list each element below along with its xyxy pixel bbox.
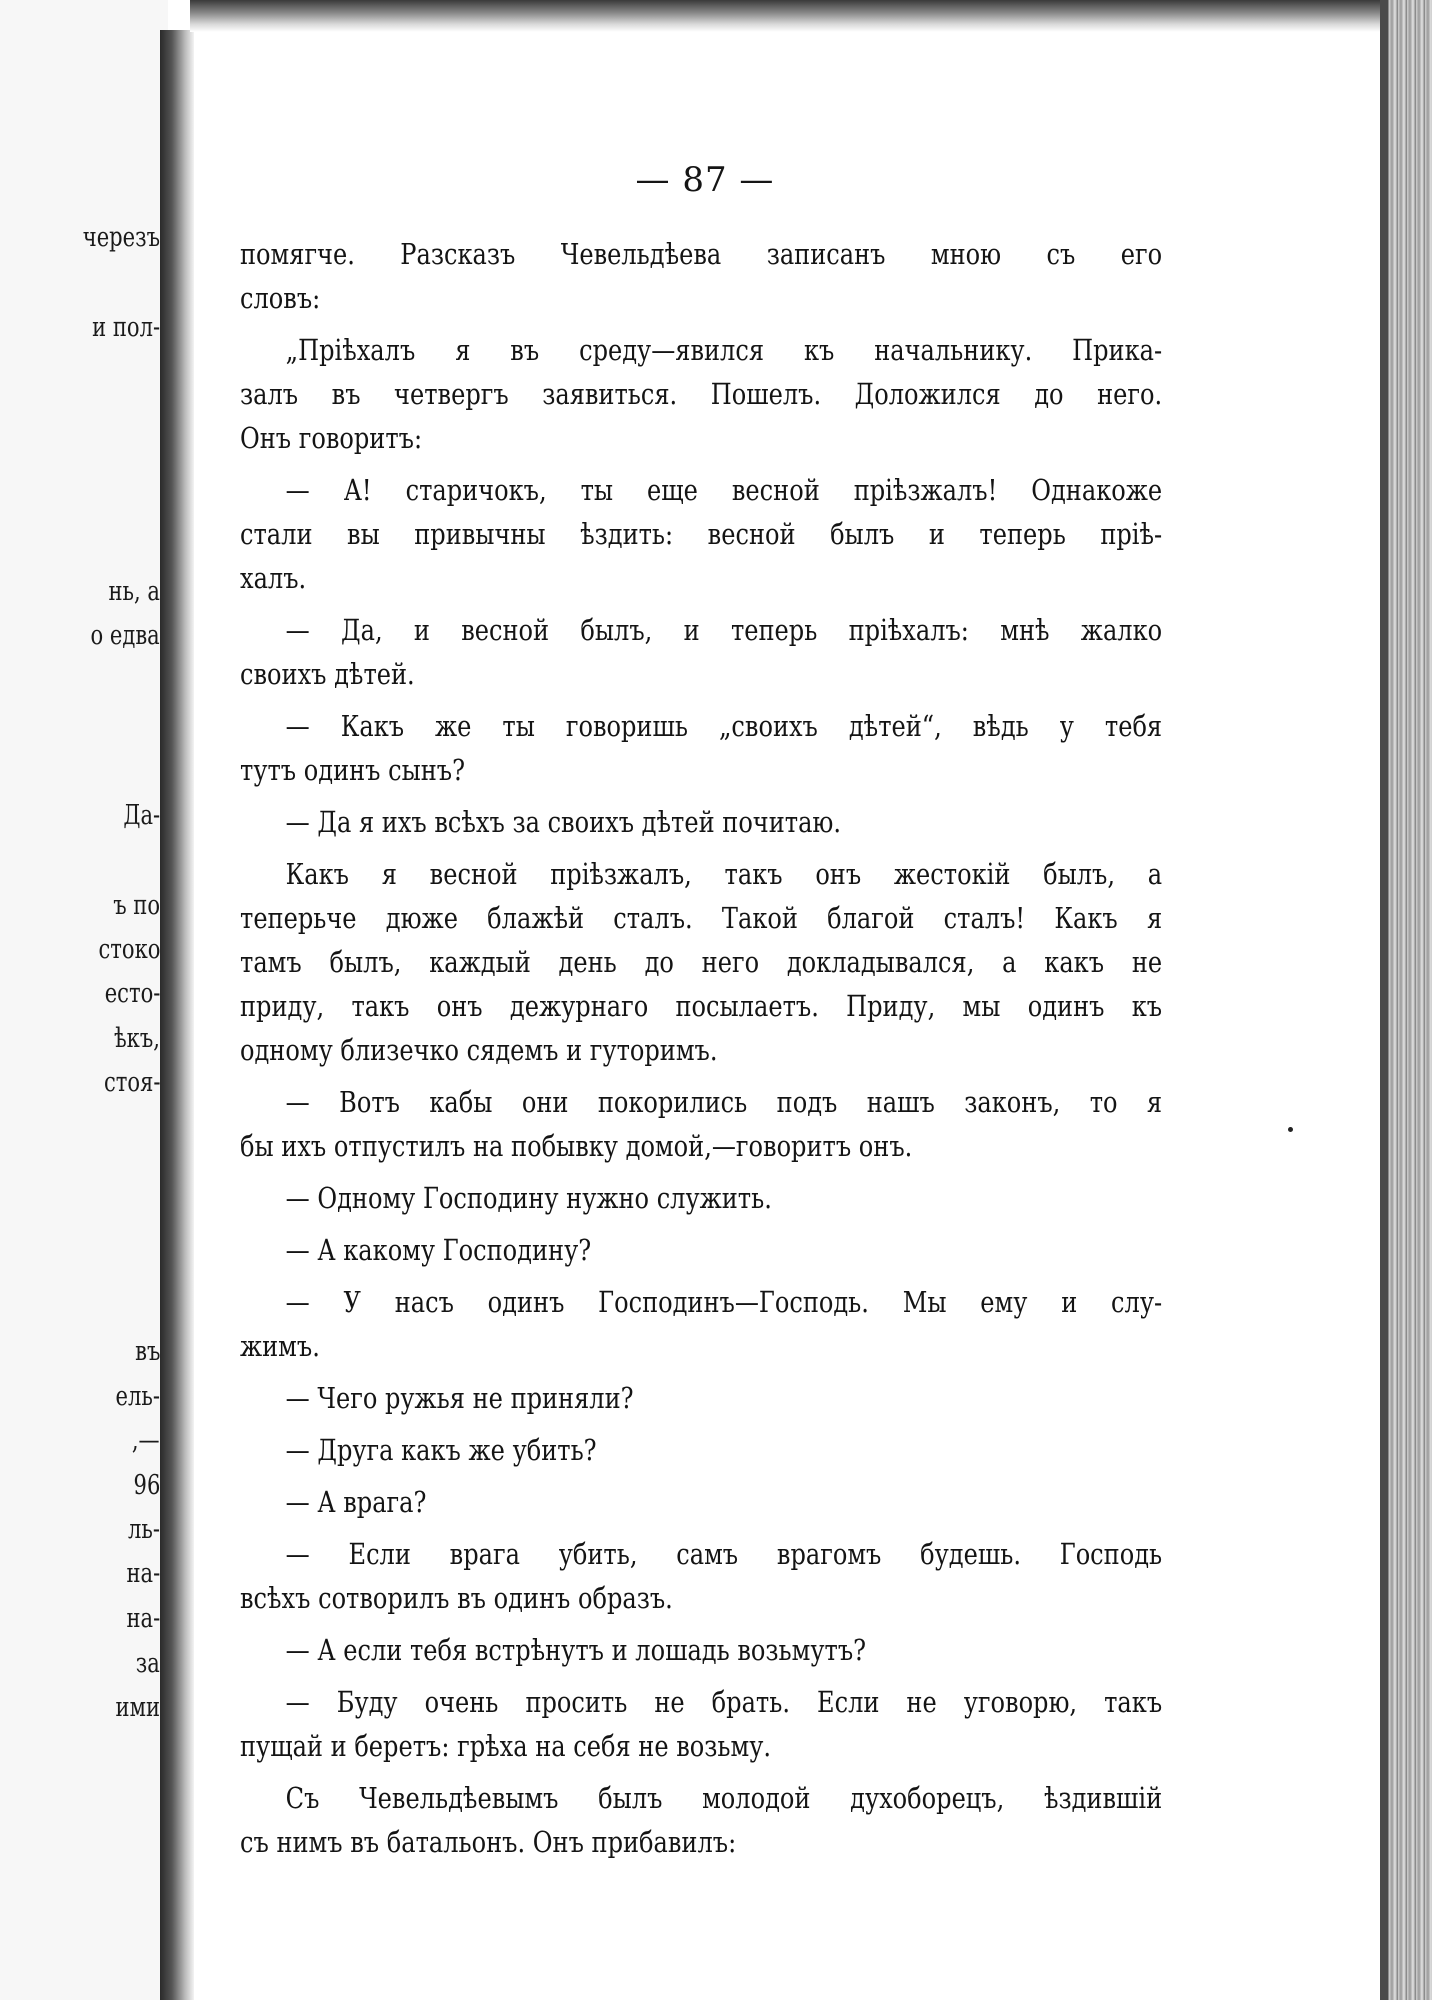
facing-page-text: стоя- [103,1067,160,1098]
text-line: — Вотъ кабы они покорились подъ нашъ законъ, то я [285,1085,1163,1119]
text-line: помягче. Разсказъ Чевельдѣева записанъ мною съ его [240,237,1163,271]
page-number: — 87 — [635,160,775,200]
facing-page-text: есто- [104,978,160,1009]
facing-page-text: за [135,1648,160,1679]
facing-page-text: ѣкъ, [114,1023,160,1054]
facing-page-text: черезъ [82,222,160,253]
page-stack-edge [1380,0,1432,2000]
text-line: — А! старичокъ, ты еще весной пріѣзжалъ! Однакоже [285,473,1163,507]
text-line: бы ихъ отпустилъ на побывку домой,—говоритъ онъ. [240,1129,913,1163]
text-line: — А врага? [285,1485,427,1519]
text-line: стали вы привычны ѣздить: весной былъ и теперь пріѣ- [240,517,1163,551]
facing-page-text: въ [134,1336,160,1367]
text-line: „Пріѣхалъ я въ среду—явился къ начальнику. Прика- [285,333,1163,367]
facing-page-text: 96 [133,1470,160,1501]
text-line: пущай и беретъ: грѣха на себя не возьму. [240,1729,772,1763]
text-line: съ нимъ въ батальонъ. Онъ прибавилъ: [240,1825,737,1859]
text-line: своихъ дѣтей. [240,657,415,691]
facing-page-text: нь, а [108,576,160,607]
book-gutter [160,30,194,2000]
text-line: теперьче дюже блажѣй сталъ. Такой благой сталъ! Какъ я [240,901,1163,935]
text-line: Съ Чевельдѣевымъ былъ молодой духоборецъ, ѣздившій [285,1781,1163,1815]
facing-page-text: ель- [115,1381,160,1412]
facing-page-text: стоко [98,934,160,965]
text-line: — Чего ружья не приняли? [285,1381,634,1415]
text-line: Какъ я весной пріѣзжалъ, такъ онъ жестокій былъ, а [285,857,1163,891]
facing-page-text: на- [126,1603,160,1634]
text-line: приду, такъ онъ дежурнаго посылаетъ. Приду, мы одинъ къ [240,989,1163,1023]
facing-page-text: ль- [128,1514,160,1545]
text-line: — Буду очень просить не брать. Если не уговорю, такъ [285,1685,1163,1719]
text-line: — Если врага убить, самъ врагомъ будешь. Господь [285,1537,1163,1571]
text-line: жимъ. [240,1329,320,1363]
facing-page-text: на- [126,1558,160,1589]
body-text [240,232,1162,1864]
ink-speck [1288,1127,1293,1132]
facing-page-text: Да- [123,800,160,831]
text-line: словъ: [240,281,321,315]
facing-page-text: ъ по [113,890,160,921]
text-line: тутъ одинъ сынъ? [240,753,466,787]
facing-page-text: и пол- [92,312,160,343]
text-line: залъ въ четвергъ заявиться. Пошелъ. Доложился до него. [240,377,1163,411]
text-line: — Да я ихъ всѣхъ за своихъ дѣтей почитаю. [285,805,842,839]
text-line: — Да, и весной былъ, и теперь пріѣхалъ: мнѣ жалко [285,613,1163,647]
text-line: всѣхъ сотворилъ въ одинъ образъ. [240,1581,673,1615]
text-line: — Друга какъ же убить? [285,1433,597,1467]
text-line: — Одному Господину нужно служить. [285,1181,772,1215]
text-line: халъ. [240,561,307,595]
page-top-shadow [190,0,1432,32]
facing-page-text: ими [115,1692,160,1723]
text-line: — Какъ же ты говоришь „своихъ дѣтей“, вѣдь у тебя [285,709,1163,743]
text-line: одному близечко сядемъ и гуторимъ. [240,1033,718,1067]
text-line: — У насъ одинъ Господинъ—Господь. Мы ему и слу- [285,1285,1163,1319]
facing-page-text: о едва [90,620,160,651]
text-line: Онъ говоритъ: [240,421,423,455]
facing-page-fragment [0,0,168,2000]
text-line: — А если тебя встрѣнутъ и лошадь возьмутъ? [285,1633,867,1667]
text-line: — А какому Господину? [285,1233,592,1267]
facing-page-text: ,— [132,1425,160,1456]
text-line: тамъ былъ, каждый день до него докладывался, а какъ не [240,945,1163,979]
